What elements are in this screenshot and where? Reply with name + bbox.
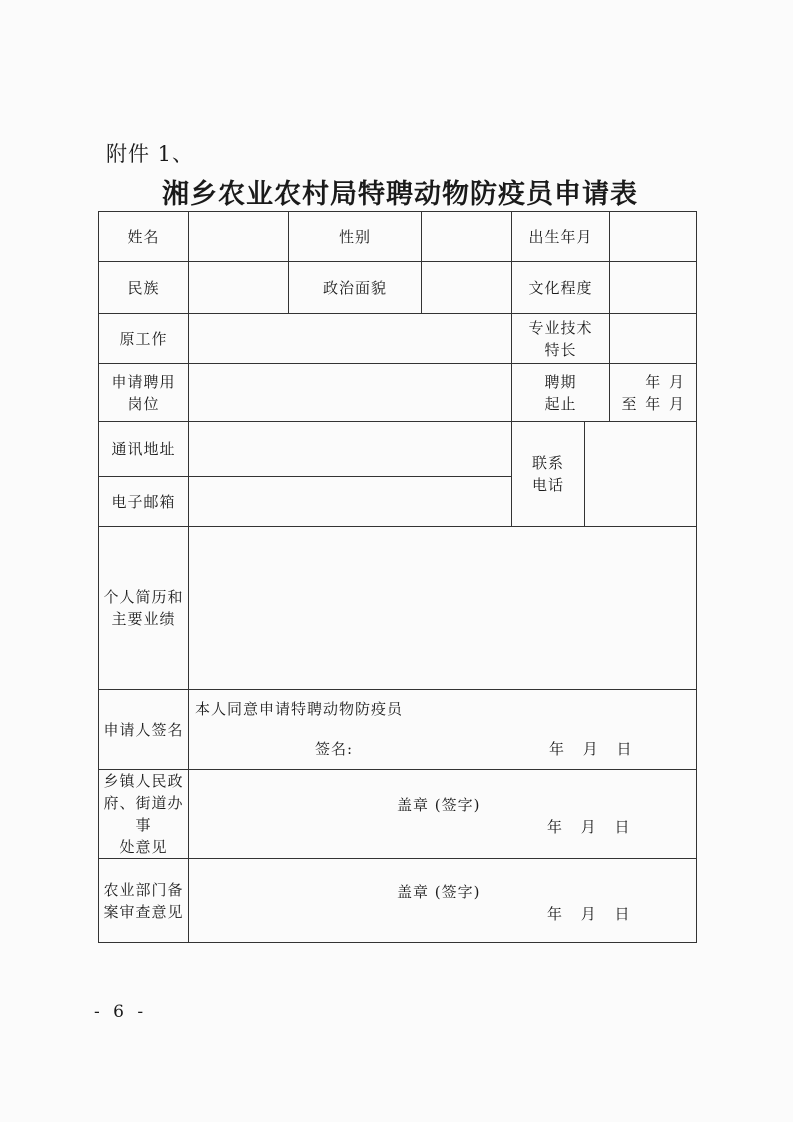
agri-dept-opinion-label: 农业部门备 案审查意见 — [99, 859, 189, 943]
township-opinion-field[interactable] — [189, 770, 697, 859]
applicant-statement: 本人同意申请特聘动物防疫员 — [195, 700, 404, 718]
agri-dept-seal-text: 盖章 (签字) — [397, 883, 481, 901]
row-applicant-sign — [99, 690, 697, 770]
township-date: 年 月 日 — [547, 818, 632, 836]
birth-field[interactable] — [610, 212, 697, 262]
applicant-date: 年 月 日 — [549, 740, 634, 758]
ethnicity-label: 民族 — [99, 262, 189, 314]
name-label: 姓名 — [99, 212, 189, 262]
row-township — [99, 770, 697, 859]
period-end: 至 年 月 — [621, 394, 687, 413]
phone-field[interactable] — [585, 422, 697, 527]
row-position — [99, 364, 697, 422]
row-address — [99, 422, 697, 477]
period-label: 聘期 起止 — [512, 364, 610, 422]
education-field[interactable] — [610, 262, 697, 314]
birth-label: 出生年月 — [512, 212, 610, 262]
row-resume — [99, 527, 697, 690]
township-opinion-label: 乡镇人民政 府、街道办事 处意见 — [99, 770, 189, 859]
attachment-label: 附件 1、 — [106, 142, 195, 166]
resume-label: 个人简历和 主要业绩 — [99, 527, 189, 690]
email-field[interactable] — [189, 477, 512, 527]
form-title: 湘乡农业农村局特聘动物防疫员申请表 — [162, 179, 638, 210]
gender-field[interactable] — [422, 212, 512, 262]
political-field[interactable] — [422, 262, 512, 314]
specialty-label: 专业技术 特长 — [512, 314, 610, 364]
row-work — [99, 314, 697, 364]
original-job-field[interactable] — [189, 314, 512, 364]
application-form-table — [98, 211, 697, 943]
position-label: 申请聘用 岗位 — [99, 364, 189, 422]
email-label: 电子邮箱 — [99, 477, 189, 527]
resume-field[interactable] — [189, 527, 697, 690]
original-job-label: 原工作 — [99, 314, 189, 364]
period-field[interactable] — [610, 364, 697, 422]
applicant-sign-label: 申请人签名 — [99, 690, 189, 770]
signature-label: 签名: — [315, 740, 354, 758]
agri-dept-date: 年 月 日 — [547, 905, 632, 923]
specialty-field[interactable] — [610, 314, 697, 364]
position-field[interactable] — [189, 364, 512, 422]
education-label: 文化程度 — [512, 262, 610, 314]
ethnicity-field[interactable] — [189, 262, 289, 314]
row-basic-1 — [99, 212, 697, 262]
address-label: 通讯地址 — [99, 422, 189, 477]
gender-label: 性别 — [289, 212, 422, 262]
period-start: 年 月 — [645, 372, 687, 391]
applicant-sign-field[interactable] — [189, 690, 697, 770]
agri-dept-opinion-field[interactable] — [189, 859, 697, 943]
address-field[interactable] — [189, 422, 512, 477]
phone-label: 联系 电话 — [512, 422, 585, 527]
name-field[interactable] — [189, 212, 289, 262]
political-label: 政治面貌 — [289, 262, 422, 314]
page-number: - 6 - — [94, 1002, 148, 1022]
row-basic-2 — [99, 262, 697, 314]
row-agri-dept — [99, 859, 697, 943]
township-seal-text: 盖章 (签字) — [397, 796, 481, 814]
